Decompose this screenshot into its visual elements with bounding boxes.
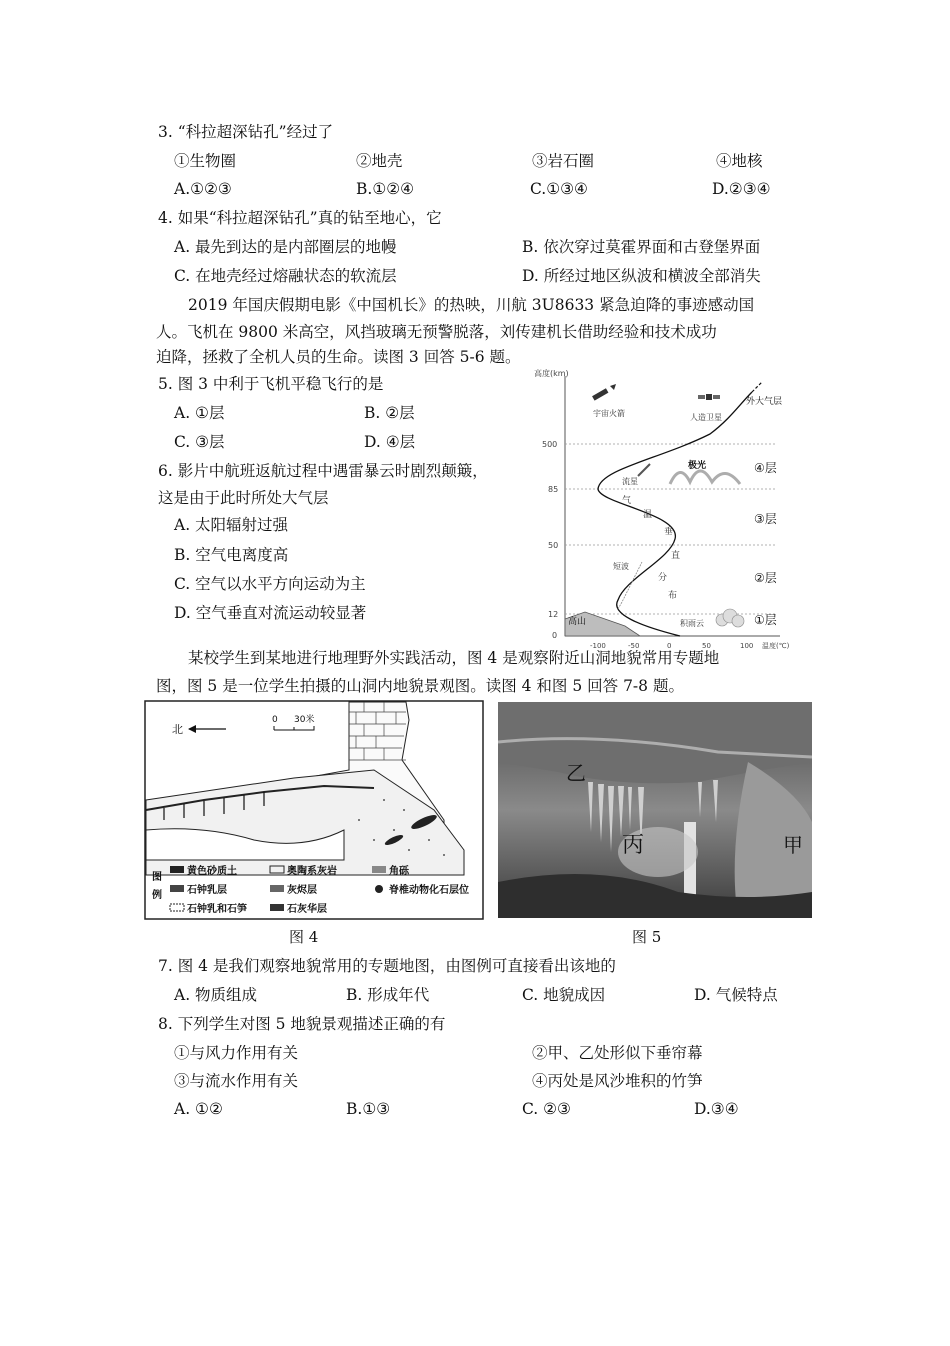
q8-item-4: ④丙处是风沙堆积的竹笋 xyxy=(532,1072,703,1090)
passage1-line1: 2019 年国庆假期电影《中国机长》的热映，川航 3U8633 紧急迫降的事迹感动国 xyxy=(188,296,755,314)
q3-item-2: ②地壳 xyxy=(356,152,403,170)
q6-option-b: B. 空气电离度高 xyxy=(174,546,289,564)
q7-option-c: C. 地貌成因 xyxy=(522,986,606,1004)
q5-option-b: B. ②层 xyxy=(364,404,415,422)
satellite-icon xyxy=(698,394,720,400)
fig4-legend-6: 脊椎动物化石层位 xyxy=(389,885,469,896)
q3-item-3: ③岩石圈 xyxy=(532,152,595,170)
fig5-caption: 图 5 xyxy=(632,928,662,946)
fig4-scale-zero: 0 xyxy=(272,715,278,725)
fig4-legend-8: 石灰华层 xyxy=(287,904,327,915)
figure-4-cave-map xyxy=(144,700,484,920)
fig5-label-yi: 乙 xyxy=(566,761,586,785)
fig3-label-vertical: 垂 xyxy=(664,527,674,537)
fig3-ytick-12: 12 xyxy=(548,610,559,619)
legend-swatch-travertine xyxy=(270,904,284,911)
q3-option-a: A.①②③ xyxy=(174,180,232,198)
fig3-label-aurora: 极光 xyxy=(688,461,707,471)
fig3-ytick-500: 500 xyxy=(542,440,558,449)
q3-option-c: C.①③④ xyxy=(530,180,588,198)
fig4-legend-title-2: 例 xyxy=(152,890,162,901)
q7-option-d: D. 气候特点 xyxy=(694,986,778,1004)
passage2-line2: 图，图 5 是一位学生拍摄的山洞内地貌景观图。读图 4 和图 5 回答 7-8 题。 xyxy=(156,677,684,695)
fig3-xtick-100: 100 xyxy=(740,642,754,650)
fig3-ytick-0: 0 xyxy=(552,631,558,640)
q7-option-a: A. 物质组成 xyxy=(174,986,258,1004)
q4-option-a: A. 最先到达的是内部圈层的地幔 xyxy=(174,238,397,256)
passage1-line2: 人。飞机在 9800 米高空，风挡玻璃无预警脱落，刘传建机长借助经验和技术成功 xyxy=(156,323,717,341)
q6-stem-line2: 这是由于此时所处大气层 xyxy=(158,489,329,507)
fig3-layer-2: ②层 xyxy=(754,571,777,585)
passage2-line1: 某校学生到某地进行地理野外实践活动，图 4 是观察附近山洞地貌常用专题地 xyxy=(188,649,720,667)
fig3-label-gas: 气 xyxy=(622,496,632,506)
q8-item-2: ②甲、乙处形似下垂帘幕 xyxy=(532,1044,703,1062)
legend-swatch-stalactite xyxy=(170,885,184,892)
passage1-line3: 迫降，拯救了全机人员的生命。读图 3 回答 5-6 题。 xyxy=(156,348,521,366)
q8-item-3: ③与流水作用有关 xyxy=(174,1072,299,1090)
fig4-legend-1: 黄色砂质土 xyxy=(187,866,237,877)
fig3-ylabel: 高度(km) xyxy=(534,369,569,378)
fig3-label-meteor: 流星 xyxy=(622,477,638,486)
cloud-icon xyxy=(716,609,744,627)
figure-3-atmosphere xyxy=(530,364,820,654)
q8-item-1: ①与风力作用有关 xyxy=(174,1044,299,1062)
fig4-legend-7: 石钟乳和石笋 xyxy=(187,904,247,915)
fig3-label-cloud: 积雨云 xyxy=(680,619,704,628)
q3-item-1: ①生物圈 xyxy=(174,152,237,170)
fig3-label-rocket: 宇宙火箭 xyxy=(593,409,625,418)
q4-stem: 4. 如果“科拉超深钻孔”真的钻至地心，它 xyxy=(158,209,442,227)
fig4-legend-5: 灰烬层 xyxy=(287,885,317,896)
q5-option-c: C. ③层 xyxy=(174,433,225,451)
q8-option-b: B.①③ xyxy=(346,1100,391,1118)
meteor-icon xyxy=(638,464,650,476)
q4-option-c: C. 在地壳经过熔融状态的软流层 xyxy=(174,267,397,285)
legend-swatch-sandy-soil xyxy=(170,866,184,873)
fig5-label-jia: 甲 xyxy=(783,833,803,857)
q5-option-a: A. ①层 xyxy=(174,404,225,422)
legend-swatch-breccia xyxy=(372,866,386,873)
q8-stem: 8. 下列学生对图 5 地貌景观描述正确的有 xyxy=(158,1015,446,1033)
q3-item-4: ④地核 xyxy=(716,152,763,170)
q4-option-d: D. 所经过地区纵波和横波全部消失 xyxy=(522,267,761,285)
fig4-north-label: 北 xyxy=(172,723,183,736)
fig3-xtick-n50: -50 xyxy=(628,642,640,650)
fig3-label-temp: 温 xyxy=(643,510,653,520)
fig5-label-bing: 丙 xyxy=(622,833,645,858)
q5-option-d: D. ④层 xyxy=(364,433,416,451)
q3-stem: 3. “科拉超深钻孔”经过了 xyxy=(158,123,334,141)
fig3-label-straight: 直 xyxy=(671,551,681,561)
fig3-label-mountain: 高山 xyxy=(568,617,587,627)
fig3-label-satellite: 人造卫星 xyxy=(690,413,722,422)
fig3-layer-3: ③层 xyxy=(754,512,777,526)
q6-stem-line1: 6. 影片中航班返航过程中遇雷暴云时剧烈颠簸， xyxy=(158,462,488,480)
legend-swatch-fossil xyxy=(375,885,383,893)
fig3-ytick-85: 85 xyxy=(548,485,559,494)
fig3-label-fen: 分 xyxy=(658,573,668,583)
q3-option-b: B.①②④ xyxy=(356,180,415,198)
fig4-legend-4: 石钟乳层 xyxy=(187,885,227,896)
fig4-scale-length: 30米 xyxy=(294,715,315,725)
fig3-xtick-0: 0 xyxy=(667,642,672,650)
q6-option-a: A. 太阳辐射过强 xyxy=(174,516,289,534)
fig4-legend-3: 角砾 xyxy=(389,866,409,877)
rocket-icon xyxy=(592,384,616,401)
fig4-legend-2: 奥陶系灰岩 xyxy=(287,866,337,877)
q7-stem: 7. 图 4 是我们观察地貌常用的专题地图，由图例可直接看出该地的 xyxy=(158,957,616,975)
fig3-label-bu: 布 xyxy=(668,591,678,601)
q4-option-b: B. 依次穿过莫霍界面和古登堡界面 xyxy=(522,238,761,256)
q6-option-d: D. 空气垂直对流运动较显著 xyxy=(174,604,367,622)
fig3-layer-4: ④层 xyxy=(754,461,777,475)
q6-option-c: C. 空气以水平方向运动为主 xyxy=(174,575,366,593)
q5-stem: 5. 图 3 中利于飞机平稳飞行的是 xyxy=(158,375,384,393)
fig3-label-shortwave: 短波 xyxy=(613,562,629,571)
fig4-caption: 图 4 xyxy=(289,928,319,946)
q8-option-d: D.③④ xyxy=(694,1100,739,1118)
fig3-xtick-50: 50 xyxy=(702,642,711,650)
fig3-outer-atmosphere: 外大气层 xyxy=(746,397,783,407)
fig3-ytick-50: 50 xyxy=(548,541,559,550)
fig3-xtick-n100: -100 xyxy=(590,642,606,650)
legend-swatch-ash xyxy=(270,885,284,892)
aurora-icon xyxy=(670,471,740,484)
q3-option-d: D.②③④ xyxy=(712,180,771,198)
q7-option-b: B. 形成年代 xyxy=(346,986,430,1004)
fig3-xlabel: 温度(℃) xyxy=(762,642,790,650)
fig3-layer-1: ①层 xyxy=(754,613,777,627)
q8-option-c: C. ②③ xyxy=(522,1100,571,1118)
figure-5-cave-photo xyxy=(498,702,812,918)
fig4-legend-title-1: 图 xyxy=(152,872,162,883)
q8-option-a: A. ①② xyxy=(174,1100,223,1118)
